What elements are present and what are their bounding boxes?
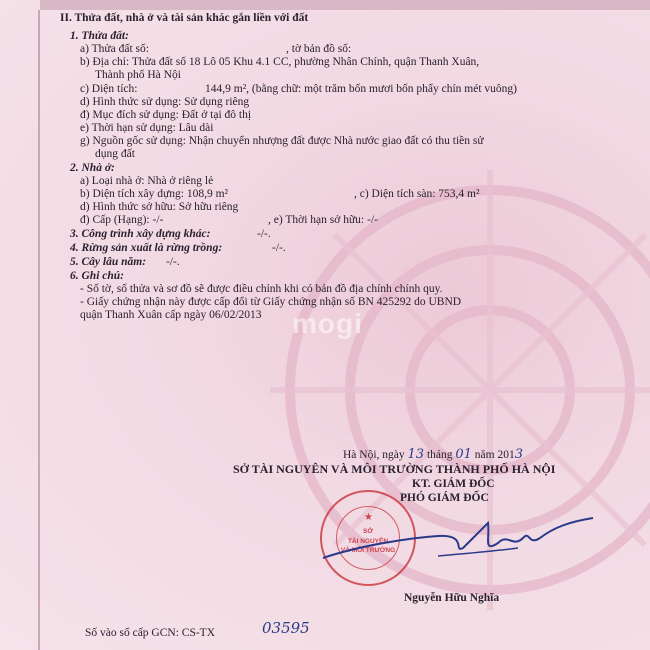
land-use-purpose: đ) Mục đích sử dụng: Đất ở tại đô thị	[80, 109, 252, 121]
land-area-label: c) Diện tích:	[80, 83, 138, 95]
official-stamp: ★ SỞ TÀI NGUYÊN VÀ MÔI TRƯỜNG	[320, 490, 416, 586]
house-floor-area: , c) Diện tích sàn: 753,4 m²	[354, 188, 480, 200]
register-label: Số vào sổ cấp GCN: CS-TX	[85, 627, 216, 639]
forest-value: -/-.	[272, 242, 286, 254]
house-type: a) Loại nhà ở: Nhà ở riêng lẻ	[80, 175, 214, 187]
other-works-value: -/-.	[257, 228, 271, 240]
register-number: 03595	[262, 619, 310, 637]
deputy-director: PHÓ GIÁM ĐỐC	[400, 492, 489, 504]
land-use-term: e) Thời hạn sử dụng: Lâu dài	[80, 122, 214, 134]
house-ownership: d) Hình thức sở hữu: Sở hữu riêng	[80, 201, 239, 213]
other-works-label: 3. Công trình xây dựng khác:	[70, 228, 211, 240]
date-day: 13	[407, 447, 425, 462]
notes-line-3: quận Thanh Xuân cấp ngày 06/02/2013	[80, 309, 262, 321]
watermark: mogi	[292, 308, 363, 339]
sign-date: Hà Nội, ngày 13 tháng 01 năm 2013	[343, 447, 524, 462]
top-border	[40, 0, 650, 10]
house-heading: 2. Nhà ở:	[70, 162, 115, 174]
house-grade: đ) Cấp (Hạng): -/-	[80, 214, 164, 226]
notes-heading: 6. Ghi chú:	[70, 270, 124, 282]
land-address-city: Thành phố Hà Nội	[95, 69, 181, 81]
left-border	[38, 10, 40, 650]
section-title: II. Thửa đất, nhà ở và tài sản khác gắn liền với đất	[60, 12, 309, 24]
perennial-value: -/-.	[166, 256, 180, 268]
land-parcel-no: a) Thửa đất số:	[80, 43, 149, 55]
issuing-authority: SỞ TÀI NGUYÊN VÀ MÔI TRƯỜNG THÀNH PHỐ HÀ NỘI	[233, 462, 556, 476]
perennial-label: 5. Cây lâu năm:	[70, 256, 147, 268]
signature-image	[318, 508, 608, 578]
land-map-no: , tờ bản đồ số:	[286, 43, 352, 55]
house-build-area: b) Diện tích xây dựng: 108,9 m²	[80, 188, 228, 200]
land-address: b) Địa chỉ: Thửa đất số 18 Lô 05 Khu 4.1 CC, phường Nhân Chính, quận Thanh Xuân,	[80, 56, 480, 68]
notes-line-1: - Số tờ, số thửa và sơ đồ sẽ được điều chỉnh khi có bản đồ địa chính chính quy.	[80, 283, 443, 295]
land-origin: g) Nguồn gốc sử dụng: Nhận chuyển nhượng đất được Nhà nước giao đất có thu tiền sử	[80, 135, 484, 147]
land-area-value: 144,9 m², (bằng chữ: một trăm bốn mươi bốn phẩy chín mét vuông)	[205, 83, 518, 95]
land-heading: 1. Thửa đất:	[70, 30, 129, 42]
house-own-term: , e) Thời hạn sở hữu: -/-	[268, 214, 378, 226]
land-origin-cont: dụng đất	[95, 148, 135, 160]
land-use-form: d) Hình thức sử dụng: Sử dụng riêng	[80, 96, 250, 108]
date-month: 01	[455, 447, 472, 462]
forest-label: 4. Rừng sản xuất là rừng trồng:	[70, 242, 223, 254]
date-year-digit: 3	[514, 447, 524, 462]
notes-line-2: - Giấy chứng nhận này được cấp đổi từ Giấy chứng nhận số BN 425292 do UBND	[80, 296, 462, 308]
kt-director: KT. GIÁM ĐỐC	[412, 478, 495, 490]
signer-name: Nguyễn Hữu Nghĩa	[404, 592, 500, 604]
